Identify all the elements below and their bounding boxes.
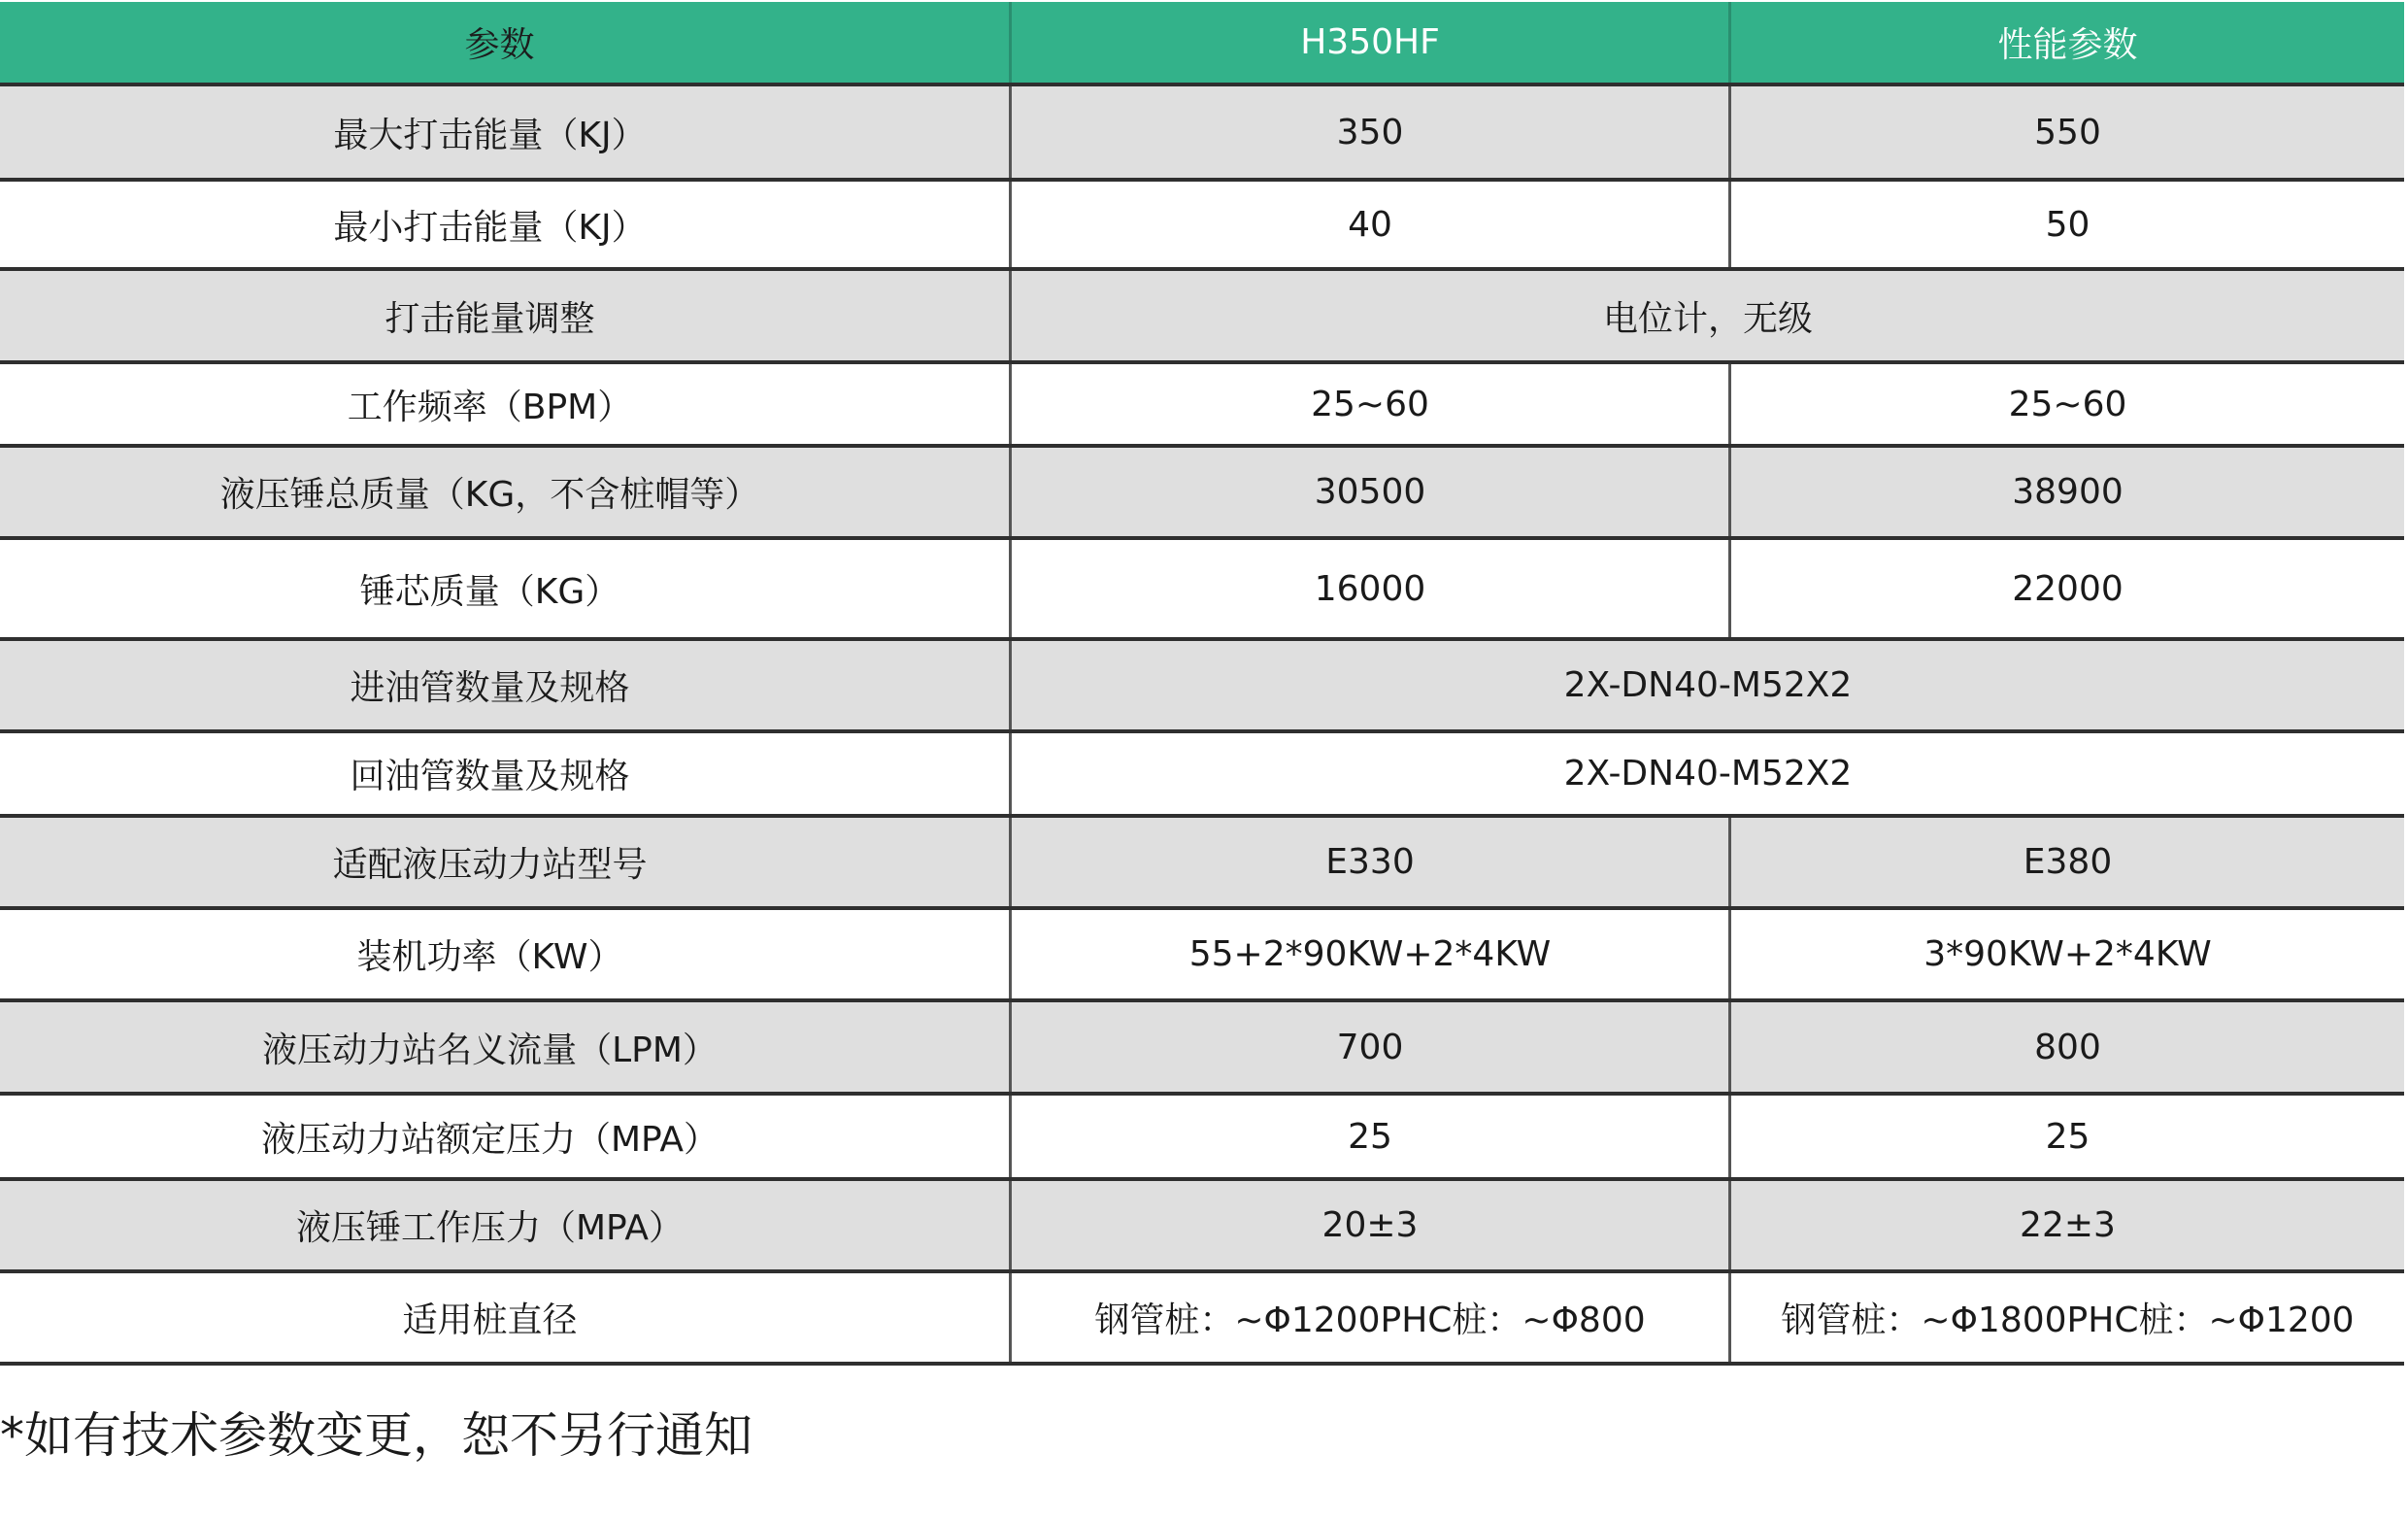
table-row bbox=[0, 448, 2404, 540]
table-header-row bbox=[0, 2, 2404, 86]
param-label: 液压动力站名义流量（LPM） bbox=[0, 1002, 1012, 1092]
param-label: 打击能量调整 bbox=[0, 271, 1012, 360]
table-row bbox=[0, 1096, 2404, 1181]
value-a: 700 bbox=[1012, 1002, 1731, 1092]
table-row bbox=[0, 86, 2404, 182]
value-b: 550 bbox=[2034, 112, 2101, 152]
value-a: 55+2*90KW+2*4KW bbox=[1012, 910, 1731, 998]
param-label: 进油管数量及规格 bbox=[0, 641, 1012, 729]
header-model-b: 性能参数 bbox=[1997, 25, 2138, 65]
param-label: 液压锤总质量（KG，不含桩帽等） bbox=[0, 448, 1012, 536]
value-b: 25 bbox=[2045, 1116, 2090, 1157]
value-a: 钢管桩：~Φ1200PHC桩：~Φ800 bbox=[1012, 1273, 1731, 1362]
spec-table bbox=[0, 2, 2404, 1366]
param-label: 适用桩直径 bbox=[0, 1273, 1012, 1362]
param-label: 回油管数量及规格 bbox=[0, 733, 1012, 814]
table-row bbox=[0, 271, 2404, 364]
value-a: 16000 bbox=[1012, 540, 1731, 637]
value-a: E330 bbox=[1012, 818, 1731, 906]
value-b: 钢管桩：~Φ1800PHC桩：~Φ1200 bbox=[1781, 1300, 2355, 1340]
table-row bbox=[0, 182, 2404, 271]
param-label: 最小打击能量（KJ） bbox=[0, 182, 1012, 267]
param-label: 液压锤工作压力（MPA） bbox=[0, 1181, 1012, 1269]
value-a: 25 bbox=[1012, 1096, 1731, 1177]
param-label: 最大打击能量（KJ） bbox=[0, 86, 1012, 178]
value-a: 25~60 bbox=[1012, 364, 1731, 444]
value-b: 38900 bbox=[2012, 472, 2124, 512]
value-b: 22000 bbox=[2012, 568, 2124, 609]
value-a: 30500 bbox=[1012, 448, 1731, 536]
value-merged: 电位计，无级 bbox=[1602, 298, 1813, 339]
param-label: 液压动力站额定压力（MPA） bbox=[0, 1096, 1012, 1177]
value-b: E380 bbox=[2023, 842, 2113, 882]
table-row bbox=[0, 540, 2404, 641]
table-row bbox=[0, 641, 2404, 733]
table-row bbox=[0, 1002, 2404, 1096]
table-row bbox=[0, 1181, 2404, 1273]
value-a: 40 bbox=[1012, 182, 1731, 267]
table-row bbox=[0, 364, 2404, 448]
table-row bbox=[0, 733, 2404, 818]
value-b: 50 bbox=[2045, 204, 2090, 245]
table-row bbox=[0, 910, 2404, 1002]
table-row bbox=[0, 1273, 2404, 1366]
value-merged: 2X-DN40-M52X2 bbox=[1563, 665, 1853, 705]
value-b: 25~60 bbox=[2008, 384, 2127, 424]
value-merged: 2X-DN40-M52X2 bbox=[1563, 754, 1853, 794]
param-label: 工作频率（BPM） bbox=[0, 364, 1012, 444]
value-b: 22±3 bbox=[2020, 1205, 2116, 1245]
header-param: 参数 bbox=[0, 2, 1012, 83]
param-label: 适配液压动力站型号 bbox=[0, 818, 1012, 906]
param-label: 装机功率（KW） bbox=[0, 910, 1012, 998]
param-label: 锤芯质量（KG） bbox=[0, 540, 1012, 637]
value-b: 800 bbox=[2034, 1027, 2101, 1067]
value-b: 3*90KW+2*4KW bbox=[1923, 934, 2212, 974]
footnote: *如有技术参数变更，恕不另行通知 bbox=[0, 1407, 752, 1464]
header-model-a: H350HF bbox=[1012, 2, 1731, 83]
value-a: 350 bbox=[1012, 86, 1731, 178]
value-a: 20±3 bbox=[1012, 1181, 1731, 1269]
table-row bbox=[0, 818, 2404, 910]
